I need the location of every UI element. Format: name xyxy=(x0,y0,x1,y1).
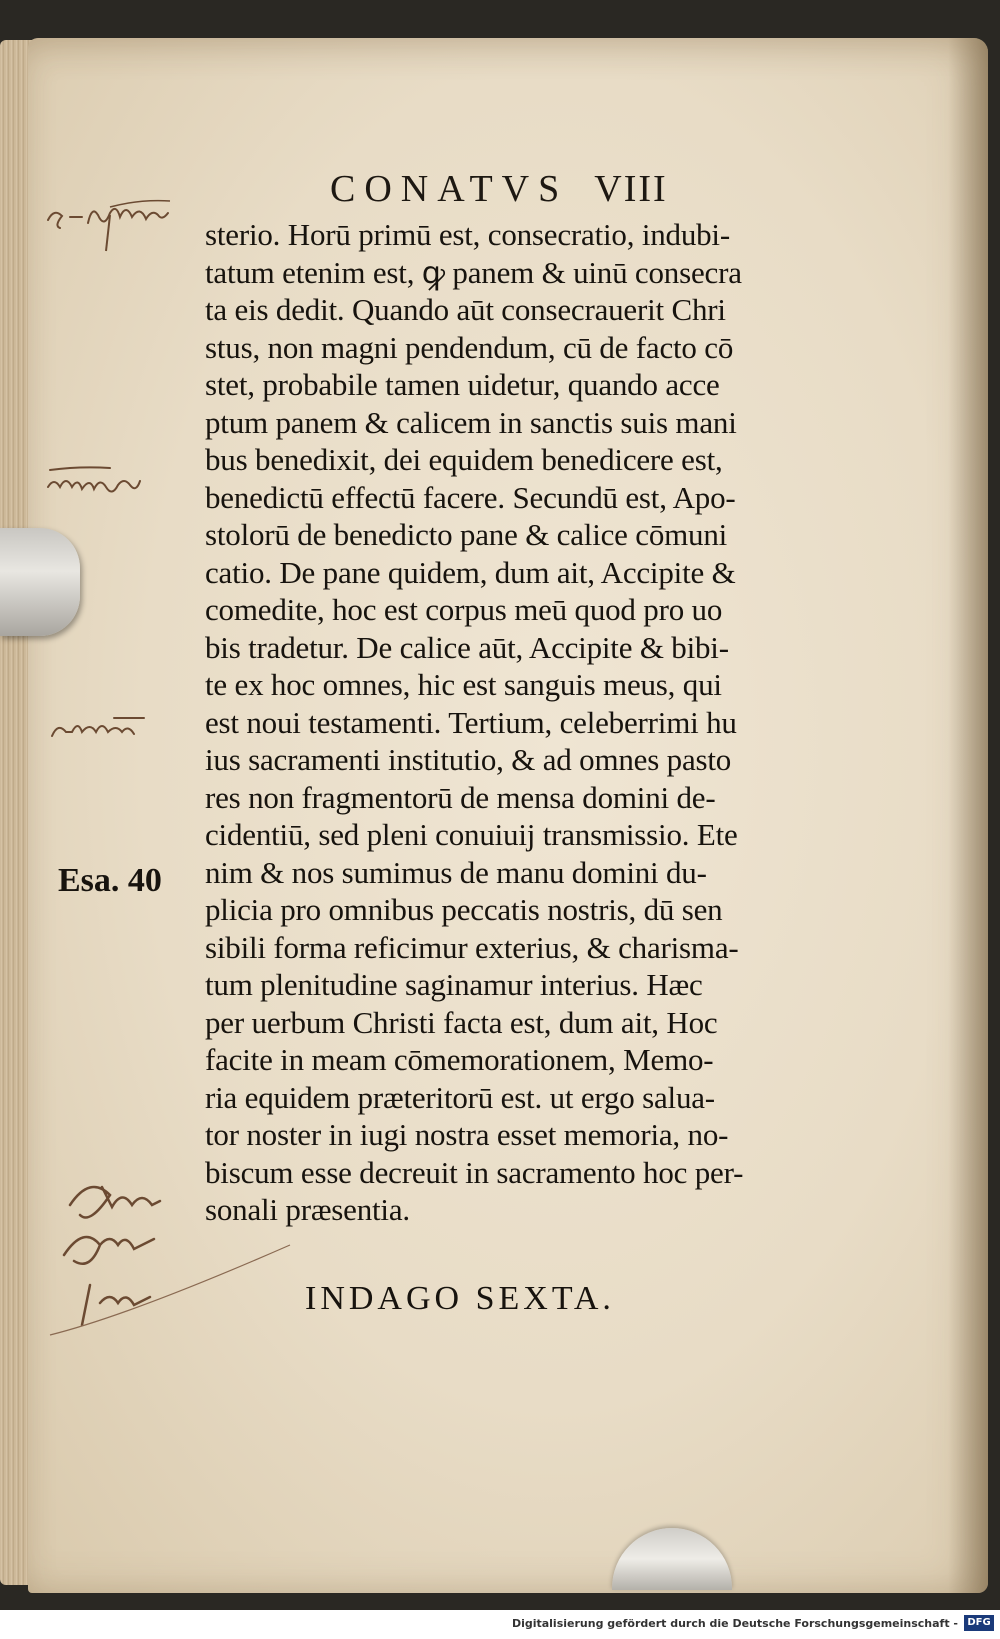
text-line: sonali præsentia. xyxy=(205,1192,410,1227)
text-line: bus benedixit, dei equidem benedicere est, xyxy=(205,442,723,477)
running-head-title: CONATVS xyxy=(330,168,569,210)
text-line: stus, non magni pendendum, cū de facto cō xyxy=(205,329,734,365)
text-line: stolorū de benedicto pane & calice cōmuni xyxy=(205,517,728,552)
handwritten-annotation xyxy=(44,712,164,752)
handwritten-annotation xyxy=(40,185,220,265)
text-line: est noui testamenti. Tertium, celeberrimi hu xyxy=(205,704,737,740)
text-line: tor noster in iugi nostra esset memoria, no- xyxy=(205,1117,729,1152)
text-line: te ex hoc omnes, hic est sanguis meus, qui xyxy=(205,667,722,702)
section-heading: INDAGO SEXTA. xyxy=(305,1280,615,1317)
text-line: stet, probabile tamen uidetur, quando acce xyxy=(205,367,720,402)
text-line: bis tradetur. De calice aūt, Accipite & bibi- xyxy=(205,629,729,665)
margin-reference: Esa. 40 xyxy=(58,862,162,899)
text-line: catio. De pane quidem, dum ait, Accipite & xyxy=(205,554,736,590)
running-header xyxy=(330,164,790,214)
handwritten-annotation xyxy=(40,1165,300,1345)
folio-number: VIII xyxy=(594,168,668,210)
text-line: comedite, hoc est corpus meū quod pro uo xyxy=(205,592,723,627)
text-line: ptum panem & calicem in sanctis suis mani xyxy=(205,404,737,440)
text-line: benedictū effectū facere. Secundū est, Apo- xyxy=(205,479,736,515)
handwritten-annotation xyxy=(40,462,170,502)
body-text xyxy=(205,216,845,1229)
text-line: tum plenitudine saginamur interius. Hæc xyxy=(205,967,703,1002)
text-line: sterio. Horū primū est, consecratio, indubi- xyxy=(205,217,730,252)
text-line: plicia pro omnibus peccatis nostris, dū sen xyxy=(205,892,723,927)
text-line: tatum etenim est, ꝙ panem & uinū consecra xyxy=(205,254,742,290)
text-line: per uerbum Christi facta est, dum ait, Hoc xyxy=(205,1004,718,1040)
digitization-credit: Digitalisierung gefördert durch die Deutsche Forschungsgemeinschaft - xyxy=(511,1617,958,1630)
text-line: facite in meam cōmemorationem, Memo- xyxy=(205,1042,714,1077)
text-line: res non fragmentorū de mensa domini de- xyxy=(205,779,716,815)
text-line: ta eis dedit. Quando aūt consecrauerit Chri xyxy=(205,292,726,327)
text-line: biscum esse decreuit in sacramento hoc per- xyxy=(205,1154,744,1190)
page-clip xyxy=(0,528,80,636)
text-line: sibili forma reficimur exterius, & charisma- xyxy=(205,929,739,965)
text-line: ius sacramenti institutio, & ad omnes pasto xyxy=(205,742,732,777)
text-line: nim & nos sumimus de manu domini du- xyxy=(205,854,707,890)
page-gutter-shadow xyxy=(948,38,988,1593)
dfg-logo: DFG xyxy=(964,1615,994,1631)
text-line: ria equidem præteritorū est. ut ergo salua- xyxy=(205,1079,715,1115)
text-line: cidentiū, sed pleni conuiuij transmissio. Ete xyxy=(205,817,738,852)
